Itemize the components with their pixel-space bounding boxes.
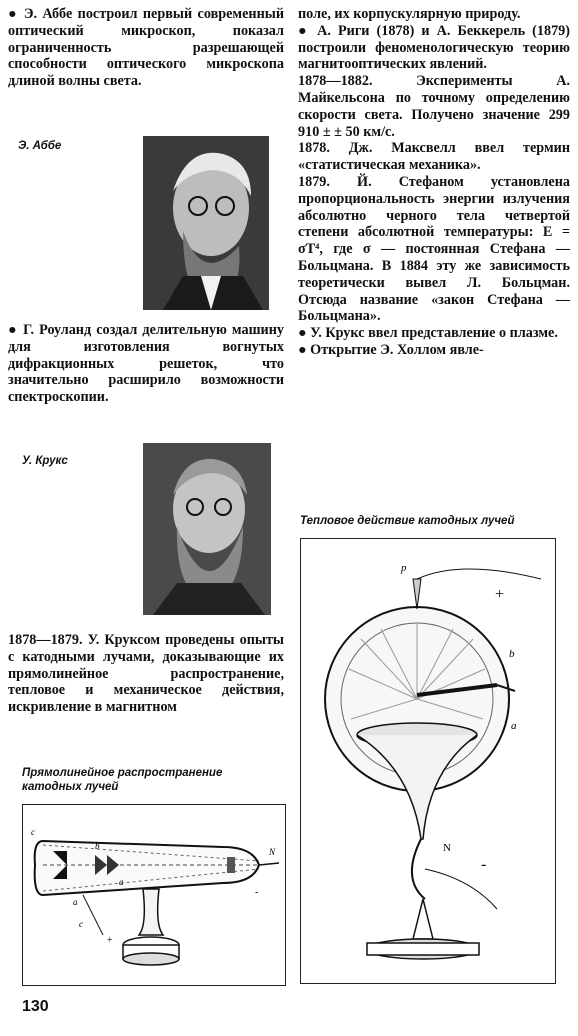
right-column (298, 6, 570, 359)
michelson-paragraph (298, 73, 570, 140)
maxwell-paragraph (298, 140, 570, 174)
cathode-tube-figure (22, 804, 286, 986)
fig2-letter-p: p (401, 562, 407, 574)
fig-minus: - (255, 887, 259, 898)
fig-letter-a: a (73, 897, 78, 907)
heating-tube-figure (300, 538, 556, 984)
fig2-letter-a: a (511, 720, 517, 732)
abbe-paragraph: ● Э. Аббе построил первый современный оптический микроскоп, показал ограниченность разрешающей способности оптического микроскопа длиной волны света. (8, 6, 284, 90)
stefan-year: 1879. (298, 173, 330, 190)
crookes-year: 1878—1879. (8, 632, 83, 648)
right-p1: поле, их корпускулярную природу. (298, 6, 521, 22)
right-figure-caption: Тепловое действие катодных лучей (300, 515, 515, 527)
fig-letter-n: N (269, 847, 276, 857)
crookes-block (8, 632, 284, 716)
crookes-caption: У. Крукс (22, 455, 68, 467)
stefan-paragraph (298, 174, 570, 325)
abbe-caption: Э. Аббе (18, 140, 62, 152)
maxwell-year: 1878. (298, 140, 330, 157)
rowland-block (8, 322, 284, 406)
rowland-paragraph: ● Г. Роуланд создал делительную машину для изготовления вогнутых дифракционных решеток, что значительно расширило возможности спектроскопии. (8, 322, 284, 406)
crookes-portrait (143, 443, 271, 615)
maxwell-text: Дж. Максвелл ввел термин «статистическая механика». (298, 140, 570, 174)
michelson-year: 1878—1882. (298, 73, 373, 90)
fig2-plus: + (495, 586, 505, 603)
left-figure-caption: Прямолинейное распространение катодных лучей (22, 767, 223, 793)
page-number: 130 (22, 998, 49, 1015)
abbe-portrait (143, 136, 269, 310)
fig2-letter-b: b (509, 648, 515, 660)
stefan-text: Й. Стефаном установлена пропорциональность энергии излучения абсолютно черного тела четвертой степени абсолютной температуры: E = σT⁴, где σ — постоянная Стефана — Больцмана. В 1884 эту же зависимость теоретически вывел Л. Больцман. Отсюда название «закон Стефана — Больцмана». (298, 173, 570, 325)
fig-letter-a2: a (119, 877, 124, 887)
fig-letter-c: c (31, 827, 35, 837)
fig2-letter-n: N (443, 842, 451, 854)
crookes-paragraph (8, 632, 284, 716)
left-column (8, 6, 284, 90)
fig-letter-c2: c (79, 919, 83, 929)
michelson-text: Эксперименты А. Майкельсона по точному определению скорости света. Получено значение 299 910 ± ± 50 км/с. (298, 73, 570, 140)
righi-paragraph: ● А. Риги (1878) и А. Беккерель (1879) построили феноменологическую теорию магнитооптических явлений. (298, 23, 570, 73)
plasma-paragraph: ● У. Крукс ввел представление о плазме. (298, 325, 570, 342)
fig-letter-b: b (95, 841, 100, 851)
hall-paragraph: ● Открытие Э. Холлом явле- (298, 342, 570, 359)
fig-plus: + (107, 935, 113, 946)
fig2-minus: - (481, 856, 487, 873)
crookes-text: У. Круксом проведены опыты с катодными лучами, доказывающие их прямолинейное распространение, тепловое и механическое действия, искривление в магнитном (8, 632, 284, 716)
